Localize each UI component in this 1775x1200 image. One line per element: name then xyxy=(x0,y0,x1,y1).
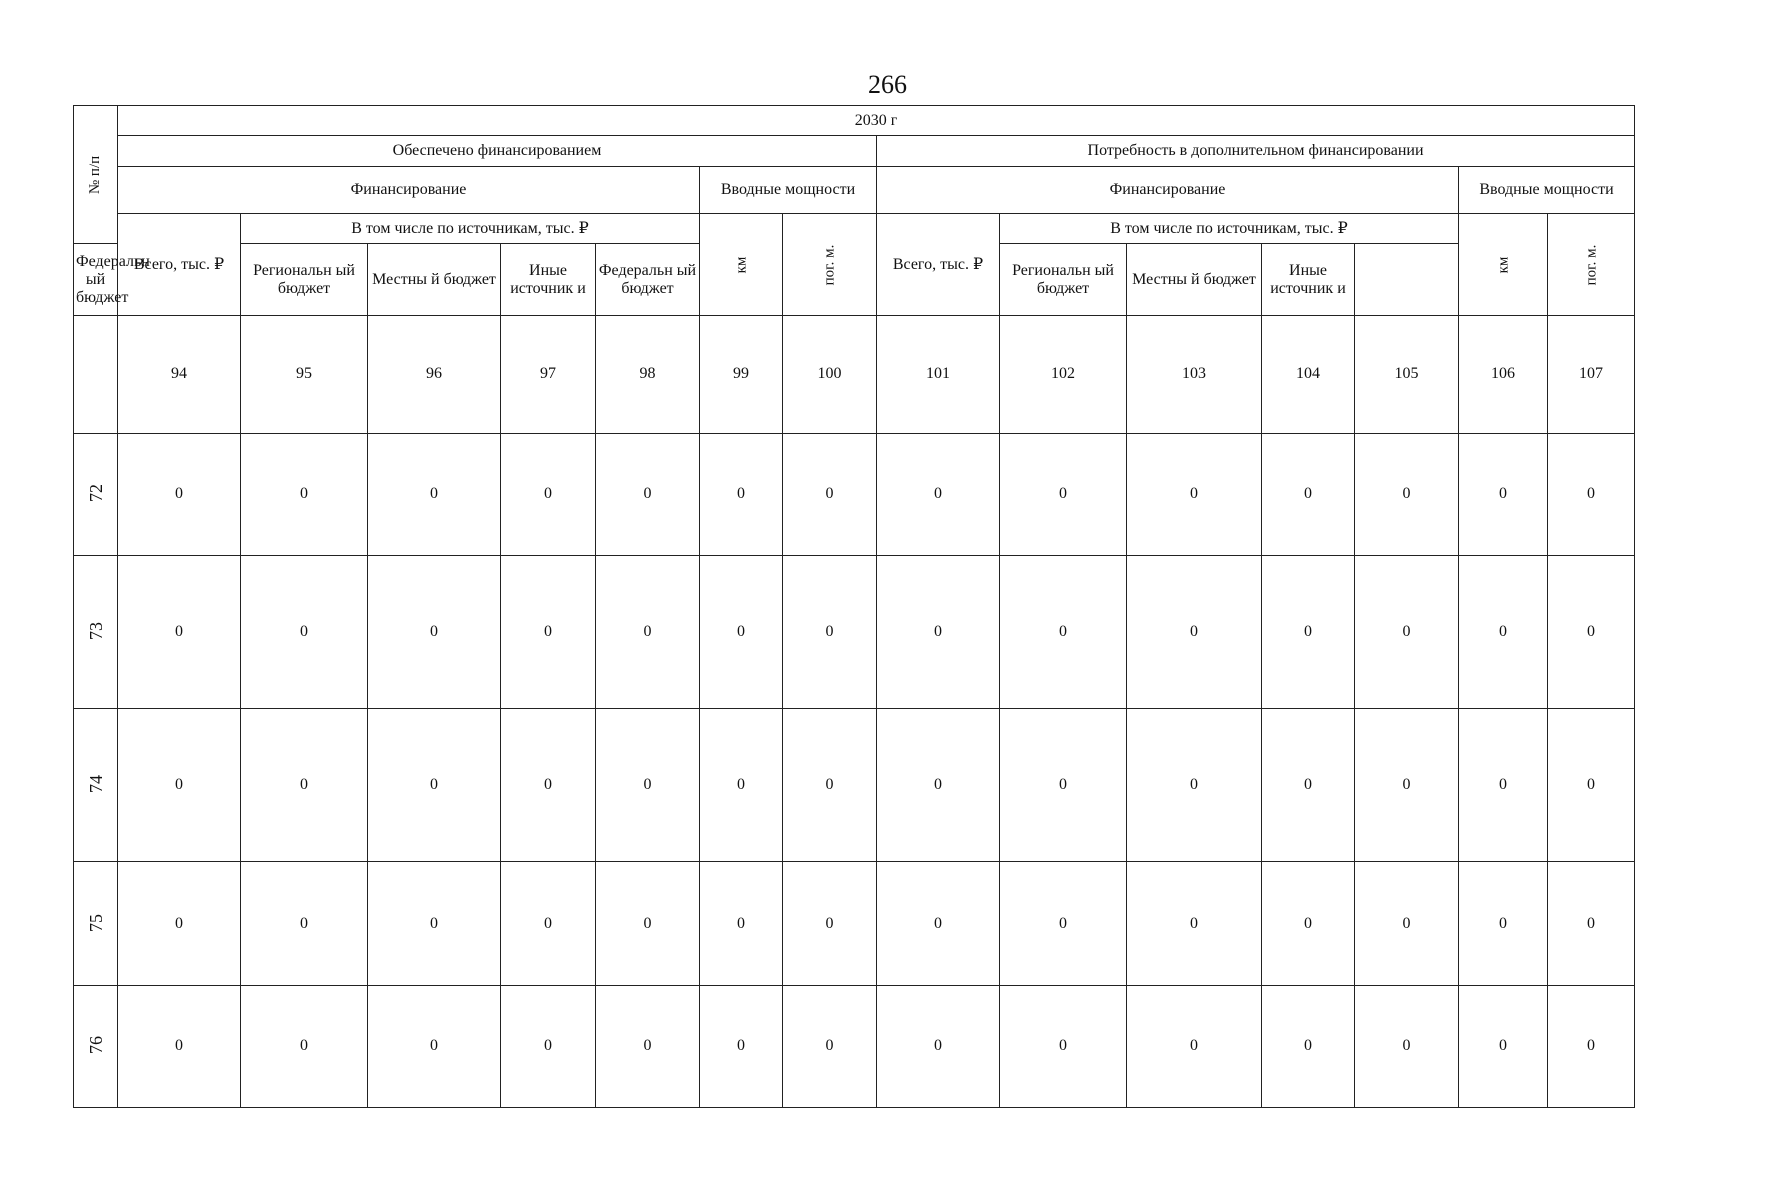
table-cell: 0 xyxy=(783,709,877,862)
table-cell: 0 xyxy=(1459,709,1548,862)
table-cell: 0 xyxy=(368,709,501,862)
row-number: 74 xyxy=(74,709,118,862)
table-cell: 0 xyxy=(1355,433,1459,555)
table-cell: 0 xyxy=(501,555,596,708)
row-number: 75 xyxy=(74,862,118,985)
table-cell: 0 xyxy=(783,862,877,985)
table-cell: 0 xyxy=(241,862,368,985)
table-row xyxy=(74,985,1635,1107)
table-row xyxy=(74,862,1635,985)
column-number: 103 xyxy=(1127,316,1262,433)
table-cell: 0 xyxy=(1000,709,1127,862)
table-cell: 0 xyxy=(241,433,368,555)
column-number-empty xyxy=(74,316,118,433)
secured-other-header: Иные источник и xyxy=(501,244,596,316)
table-cell: 0 xyxy=(783,985,877,1107)
table-cell: 0 xyxy=(368,862,501,985)
table-cell: 0 xyxy=(1459,985,1548,1107)
table-cell: 0 xyxy=(1000,862,1127,985)
row-number: 73 xyxy=(74,555,118,708)
table-cell: 0 xyxy=(1548,709,1635,862)
table-cell: 0 xyxy=(1459,433,1548,555)
column-number: 107 xyxy=(1548,316,1635,433)
table-cell: 0 xyxy=(118,555,241,708)
table-cell: 0 xyxy=(1262,985,1355,1107)
needed-capacities-header: Вводные мощности xyxy=(1459,167,1635,214)
table-cell: 0 xyxy=(1548,862,1635,985)
column-number: 98 xyxy=(596,316,700,433)
column-number: 97 xyxy=(501,316,596,433)
table-cell: 0 xyxy=(783,433,877,555)
table-cell: 0 xyxy=(596,709,700,862)
table-cell: 0 xyxy=(1548,985,1635,1107)
table-cell: 0 xyxy=(501,862,596,985)
table-cell: 0 xyxy=(118,433,241,555)
column-number: 105 xyxy=(1355,316,1459,433)
secured-linear-m-header: пог. м. xyxy=(783,214,877,316)
table-cell: 0 xyxy=(368,985,501,1107)
secured-capacities-header: Вводные мощности xyxy=(700,167,877,214)
table-cell: 0 xyxy=(368,555,501,708)
table-cell: 0 xyxy=(700,555,783,708)
table-cell: 0 xyxy=(1355,985,1459,1107)
table-cell: 0 xyxy=(1000,985,1127,1107)
needed-total-header: Всего, тыс. ₽ xyxy=(877,214,1000,316)
needed-local-header: Местны й бюджет xyxy=(1127,244,1262,316)
table-cell: 0 xyxy=(596,433,700,555)
table-cell: 0 xyxy=(118,709,241,862)
table-cell: 0 xyxy=(1262,433,1355,555)
table-cell: 0 xyxy=(1459,555,1548,708)
needed-by-sources-header: В том числе по источникам, тыс. ₽ xyxy=(1000,214,1459,244)
secured-regional-header: Региональн ый бюджет xyxy=(241,244,368,316)
needed-section-header: Потребность в дополнительном финансировании xyxy=(877,136,1635,167)
column-number: 95 xyxy=(241,316,368,433)
table-cell: 0 xyxy=(877,433,1000,555)
needed-km-header: км xyxy=(1459,214,1548,316)
table-cell: 0 xyxy=(877,985,1000,1107)
table-cell: 0 xyxy=(1127,985,1262,1107)
year-header: 2030 г xyxy=(118,106,1635,136)
table-cell: 0 xyxy=(368,433,501,555)
table-cell: 0 xyxy=(596,555,700,708)
table-cell: 0 xyxy=(1127,709,1262,862)
table-cell: 0 xyxy=(1127,862,1262,985)
table-cell: 0 xyxy=(1000,555,1127,708)
column-number: 100 xyxy=(783,316,877,433)
needed-federal-header: Федеральн ый бюджет xyxy=(596,244,700,316)
table-cell: 0 xyxy=(1262,709,1355,862)
table-cell: 0 xyxy=(1355,555,1459,708)
table-cell: 0 xyxy=(700,985,783,1107)
table-row xyxy=(74,555,1635,708)
column-number: 96 xyxy=(368,316,501,433)
column-numbers-row xyxy=(74,316,1635,433)
table-cell: 0 xyxy=(501,985,596,1107)
table-cell: 0 xyxy=(1355,709,1459,862)
table-cell: 0 xyxy=(1262,555,1355,708)
table-cell: 0 xyxy=(596,985,700,1107)
table-row xyxy=(74,433,1635,555)
table-cell: 0 xyxy=(877,709,1000,862)
secured-km-header: км xyxy=(700,214,783,316)
column-number: 102 xyxy=(1000,316,1127,433)
table-cell: 0 xyxy=(700,433,783,555)
table-cell: 0 xyxy=(241,709,368,862)
row-number: 76 xyxy=(74,985,118,1107)
page-number: 266 xyxy=(868,70,907,99)
table-cell: 0 xyxy=(877,555,1000,708)
secured-local-header: Местны й бюджет xyxy=(368,244,501,316)
table-cell: 0 xyxy=(501,433,596,555)
table-cell: 0 xyxy=(877,862,1000,985)
table-cell: 0 xyxy=(1127,555,1262,708)
table-cell: 0 xyxy=(1262,862,1355,985)
table-cell: 0 xyxy=(241,555,368,708)
secured-by-sources-header: В том числе по источникам, тыс. ₽ xyxy=(241,214,700,244)
column-number: 94 xyxy=(118,316,241,433)
table-cell: 0 xyxy=(1127,433,1262,555)
table-row xyxy=(74,709,1635,862)
table-cell: 0 xyxy=(118,862,241,985)
table-cell: 0 xyxy=(1000,433,1127,555)
needed-other-header: Иные источник и xyxy=(1262,244,1355,316)
table-cell: 0 xyxy=(118,985,241,1107)
column-number: 101 xyxy=(877,316,1000,433)
table-cell: 0 xyxy=(1459,862,1548,985)
needed-linear-m-header: пог. м. xyxy=(1548,214,1635,316)
column-number: 104 xyxy=(1262,316,1355,433)
secured-financing-header: Финансирование xyxy=(118,167,700,214)
table-cell: 0 xyxy=(501,709,596,862)
needed-financing-header: Финансирование xyxy=(877,167,1459,214)
table-cell: 0 xyxy=(1548,433,1635,555)
column-number: 99 xyxy=(700,316,783,433)
table-cell: 0 xyxy=(596,862,700,985)
row-number: 72 xyxy=(74,433,118,555)
column-number: 106 xyxy=(1459,316,1548,433)
table-cell: 0 xyxy=(700,862,783,985)
table-cell: 0 xyxy=(1355,862,1459,985)
table-cell: 0 xyxy=(241,985,368,1107)
table-cell: 0 xyxy=(783,555,877,708)
needed-regional-header: Региональн ый бюджет xyxy=(1000,244,1127,316)
table-cell: 0 xyxy=(700,709,783,862)
secured-section-header: Обеспечено финансированием xyxy=(118,136,877,167)
table-cell: 0 xyxy=(1548,555,1635,708)
secured-federal-header: Федеральн ый бюджет xyxy=(74,244,118,316)
secured-total-header: Всего, тыс. ₽ xyxy=(118,214,241,316)
financing-table xyxy=(73,105,1635,1108)
row-number-header: № п/п xyxy=(74,106,118,244)
